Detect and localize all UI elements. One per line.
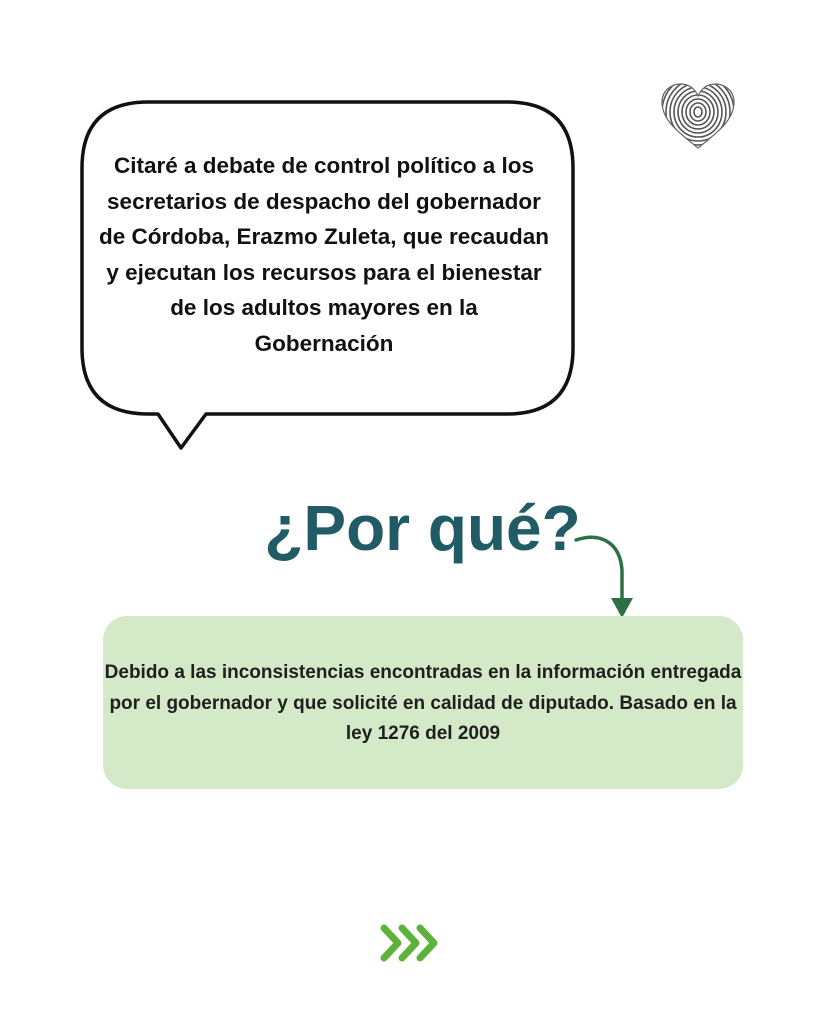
bubble-text: Citaré a debate de control político a los secretarios de despacho del gobernador de Córdoba, Erazmo Zuleta, que recaudan y ejecutan los recursos para el bienestar de los adultos mayores en la Gobernación bbox=[98, 153, 550, 356]
answer-text: Debido a las inconsistencias encontradas en la información entregada por el gobernador y que solicité en calidad de diputado. Basado en la ley 1276 del 2009 bbox=[104, 662, 742, 744]
triple-chevron-right-icon bbox=[379, 922, 441, 964]
fingerprint-heart-icon bbox=[660, 82, 736, 150]
curved-arrow-down-icon bbox=[570, 530, 640, 625]
question-heading: ¿Por qué? bbox=[264, 492, 581, 564]
